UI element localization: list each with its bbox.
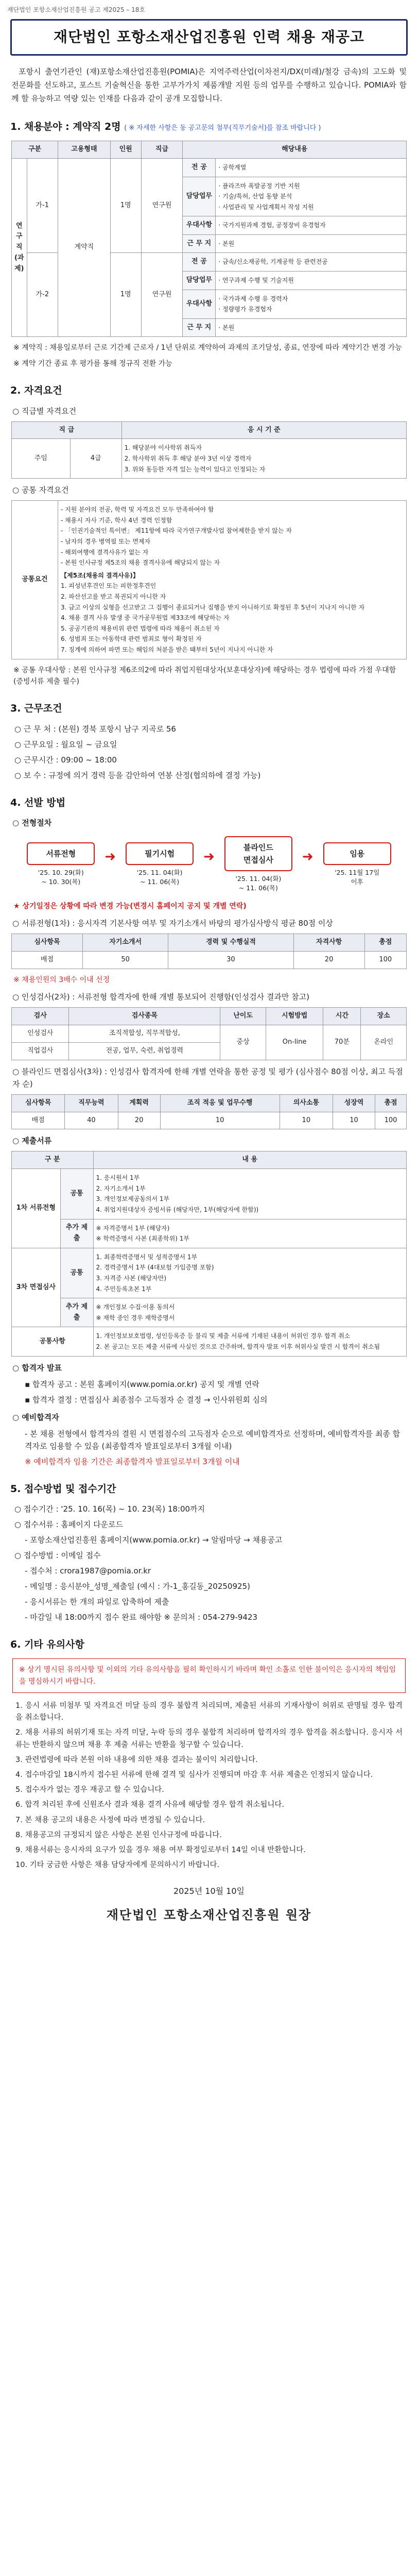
documents-row-key: 공통 bbox=[60, 1169, 93, 1219]
doc-score-header: 총점 bbox=[364, 934, 406, 952]
documents-line: ※ 학력증명서 사본 (최종학위) 1부 bbox=[96, 1235, 189, 1243]
interview-cell: 10 bbox=[160, 1112, 280, 1129]
positions-header: 해당내용 bbox=[183, 141, 407, 159]
announcement-date: 2025년 10월 10일 bbox=[173, 1886, 245, 1896]
application-mail-format: - 메일명 : 응시분야_성명_제출일 (예시 : 가-1_홍길동_20250925) bbox=[25, 1581, 250, 1591]
reserve-text: - 본 채용 전형에서 합격자의 결원 시 면접점수의 고득점자 순으로 예비합격자로 선정하며, 예비합격자를 최종 합격자로 임용할 수 있음 (최종합격자 발표일로부터 3개월 이내) bbox=[25, 1429, 400, 1451]
flow-step bbox=[119, 842, 200, 886]
position-field-line: · 연구과제 수행 및 기술지원 bbox=[218, 277, 294, 284]
documents-row bbox=[12, 1248, 407, 1298]
positions-body bbox=[12, 158, 407, 337]
documents-group-label: 1차 서류전형 bbox=[12, 1169, 61, 1248]
title-box bbox=[10, 19, 408, 56]
common-req-item: - 「인권기술적인 특이변」 제11항에 따라 국가연구개발사업 참여제한을 받지 않는 자 bbox=[61, 527, 292, 535]
documents-table-wrap bbox=[11, 1151, 407, 1356]
doc-score-table-wrap bbox=[11, 934, 407, 969]
flow-step-name: 임용 bbox=[323, 842, 391, 865]
interview-header: 총점 bbox=[375, 1094, 407, 1112]
documents-line: 4. 주민등록초본 1부 bbox=[96, 1285, 152, 1293]
position-field-line: · 공학계열 bbox=[218, 163, 247, 171]
arrow-right-icon: ➜ bbox=[203, 849, 215, 865]
announcement-title: ○ 합격자 발표 bbox=[12, 1363, 62, 1372]
positions-header: 고용형태 bbox=[58, 141, 111, 159]
common-req-table bbox=[11, 500, 407, 659]
position-field-value bbox=[216, 318, 407, 337]
position-grade: 연구원 bbox=[141, 158, 183, 253]
interview-header: 계획력 bbox=[118, 1094, 160, 1112]
interview-table bbox=[11, 1094, 407, 1130]
documents-line: 2. 본 공고는 모든 제출 서류에 사실인 것으로 간주하며, 합격자 발표 이후 허위사실 발견 시 합격이 취소됨 bbox=[96, 1343, 380, 1350]
section-3-title: 3. 근무조건 bbox=[10, 703, 62, 715]
flow-step-date: '25. 10. 29(화) ~ 10. 30(목) bbox=[38, 869, 84, 886]
documents-group-label: 3차 면접심사 bbox=[12, 1248, 61, 1327]
positions-header: 구분 bbox=[12, 141, 58, 159]
flow-step bbox=[218, 836, 299, 892]
veteran-note: ※ 공통 우대사항 : 본원 인사규정 제6조의2에 따라 취업지원대상자(보훈대상자)에 해당하는 경우 법령에 따라 가점 우대함 (증빙서류 제출 필수) bbox=[13, 666, 396, 686]
common-req-item: - 본원 인사규정 제5조의 채용 결격사유에 해당되지 않는 자 bbox=[61, 559, 220, 567]
reserve-note: ※ 예비합격자 임용 기간은 최종합격자 발표일로부터 3개월 이내 bbox=[25, 1456, 240, 1466]
grade-requirements-label: ○ 직급별 자격요건 bbox=[12, 406, 77, 416]
section-1-note-2: ※ 계약 기간 종료 후 평가를 통해 정규직 전환 가능 bbox=[13, 359, 172, 368]
position-label: 가-1 bbox=[27, 158, 58, 253]
disqualification-item: 5. 공공기관의 채용비위 관련 법령에 따라 채용이 취소된 자 bbox=[61, 624, 220, 632]
grade-criterion: 1. 해당분야 이사학위 취득자 bbox=[124, 444, 202, 452]
flow-note: ★ 상기일정은 상황에 따라 변경 가능(변경시 홈페이지 공지 및 개별 연락) bbox=[13, 902, 247, 911]
interview-header: 성장역 bbox=[333, 1094, 375, 1112]
doc-score-header: 경력 및 수행실적 bbox=[168, 934, 293, 952]
written-test-cell: 중상 bbox=[220, 1025, 266, 1060]
interview-header: 조직 적응 및 업무수행 bbox=[160, 1094, 280, 1112]
documents-line: 2. 경력증명서 1부 (4대보험 가입증명 포함) bbox=[96, 1264, 214, 1272]
interview-header: 심사항목 bbox=[12, 1094, 65, 1112]
positions-header: 직급 bbox=[141, 141, 183, 159]
grade-criterion: 2. 학사학위 취득 후 해당 분야 3년 이상 경력자 bbox=[124, 455, 252, 463]
notice-item: 8. 채용공고의 규정되지 않은 사항은 본원 인사규정에 따릅니다. bbox=[15, 1831, 222, 1839]
common-req-label-cell: 공통요건 bbox=[12, 501, 58, 659]
doc-score-header: 자기소개서 bbox=[82, 934, 168, 952]
position-field-key: 우대사항 bbox=[183, 290, 216, 318]
documents-table bbox=[11, 1151, 407, 1356]
documents-line: 4. 취업지원대상자 증빙서류 (해당자만, 1부(해당자에 한함)) bbox=[96, 1206, 259, 1214]
written-test-header: 장소 bbox=[361, 1008, 407, 1025]
flow-step bbox=[317, 842, 398, 886]
doc-score-header: 자격사항 bbox=[293, 934, 364, 952]
positions-header: 인원 bbox=[110, 141, 141, 159]
work-condition: ○ 근무시간 : 09:00 ~ 18:00 bbox=[14, 755, 117, 765]
documents-body bbox=[12, 1169, 407, 1356]
interview-header: 직무능력 bbox=[65, 1094, 118, 1112]
process-flow bbox=[11, 836, 407, 892]
documents-group-label: 공통사항 bbox=[12, 1327, 94, 1356]
notice-item: 5. 접수자가 없는 경우 재공고 할 수 있습니다. bbox=[15, 1786, 164, 1794]
written-test-cell: 인성검사 bbox=[12, 1025, 69, 1043]
doc-screening-note: ※ 채용인원의 3배수 이내 선정 bbox=[13, 976, 110, 985]
grade-criteria bbox=[121, 439, 406, 479]
grade-table-wrap bbox=[11, 421, 407, 479]
section-1-note: ( ※ 자세한 사항은 동 공고문의 첨부(직무기술서)를 참조 바랍니다 ) bbox=[124, 124, 321, 132]
position-field-line: · 플라즈마 폭발공정 기반 지원 bbox=[218, 182, 300, 190]
notice-item: 2. 채용 서류의 허위기재 또는 자격 미달, 누락 등의 경우 불합격 처리하며 합격자의 경우 합격을 취소합니다. 응시자 서류는 반환하지 않으며 채용 후 제출 서류는 반환을 청구할 수 있습니다. bbox=[15, 1728, 403, 1749]
intro-paragraph: 포항시 출연기관인 (재)포항소재산업진흥원(POMIA)은 지역주력산업(이차전지/DX(미래)/철강 금속)의 고도화 및 전문화를 선도하고, 포스트 기술혁신을 통한 고부가가치 제품개발 지원 등의 업무를 수행하고 있습니다. POMIA와 함께 할 유능하고 역량 있는 인재를 다음과 같이 공개 모집합니다. bbox=[11, 66, 407, 104]
position-field-value bbox=[216, 234, 407, 253]
grade-table bbox=[11, 421, 407, 479]
notice-item: 10. 기타 궁금한 사항은 채용 담당자에게 문의하시기 바랍니다. bbox=[15, 1861, 220, 1870]
doc-score-cell: 20 bbox=[293, 952, 364, 969]
section-6-title: 6. 기타 유의사항 bbox=[10, 1638, 84, 1650]
flow-label: ○ 전형절차 bbox=[12, 818, 52, 828]
position-field-key: 근 무 지 bbox=[183, 234, 216, 253]
documents-row bbox=[12, 1169, 407, 1219]
arrow-right-icon: ➜ bbox=[104, 849, 116, 865]
notice-item: 9. 채용서류는 응시자의 요구가 있을 경우 채용 여부 확정일로부터 14일 이내 반환합니다. bbox=[15, 1845, 306, 1854]
section-1-title: 1. 채용분야 : 계약직 2명 bbox=[10, 121, 121, 132]
interview-label: ○ 블라인드 면접심사(3차) : 인성검사 합격자에 한해 개별 연락을 통한 공정 및 평가 (심사점수 80점 이상, 최고 득점자 순) bbox=[12, 1066, 403, 1089]
documents-row-value bbox=[93, 1169, 407, 1219]
reserve-title: ○ 예비합격자 bbox=[12, 1412, 59, 1422]
common-req-table-wrap bbox=[11, 500, 407, 659]
position-field-value bbox=[216, 158, 407, 177]
position-count: 1명 bbox=[110, 253, 141, 337]
positions-table bbox=[11, 141, 407, 337]
documents-row-value bbox=[93, 1327, 407, 1356]
document-number: 재단법인 포항소재산업진흥원 공고 제2025 – 18호 bbox=[7, 6, 145, 13]
interview-table-wrap bbox=[11, 1094, 407, 1130]
position-field-key: 우대사항 bbox=[183, 216, 216, 235]
position-field-line: · 국가지원과제 경험, 공정장비 유경험자 bbox=[218, 222, 326, 229]
disqualification-item: 1. 피성년후견인 또는 피한정후견인 bbox=[61, 582, 156, 590]
notice-item: 7. 본 채용 공고의 내용은 사정에 따라 변경될 수 있습니다. bbox=[15, 1816, 205, 1824]
written-test-header: 검사종목 bbox=[69, 1008, 220, 1025]
documents-line: 3. 자격증 사본 (해당자만) bbox=[96, 1274, 167, 1282]
application-email[interactable]: - 접수처 : crora1987@pomia.or.kr bbox=[25, 1566, 151, 1575]
grade-header: 직 급 bbox=[12, 421, 122, 439]
interview-cell: 100 bbox=[375, 1112, 407, 1129]
grade-header: 응 시 기 준 bbox=[121, 421, 406, 439]
flow-step bbox=[20, 842, 101, 886]
application-period-text: ○ 접수기간 : '25. 10. 16(목) ~ 10. 23(목) 18:00까지 bbox=[14, 1504, 205, 1514]
section-5-title: 5. 접수방법 및 접수기간 bbox=[10, 1483, 116, 1495]
position-field-line: · 금속/신소재공학, 기계공학 등 관련전공 bbox=[218, 258, 328, 266]
doc-score-cell: 50 bbox=[82, 952, 168, 969]
position-field-key: 담당업무 bbox=[183, 272, 216, 290]
position-field-value bbox=[216, 290, 407, 318]
common-req-item: - 남자의 경우 병역필 또는 면제자 bbox=[61, 537, 151, 545]
section-2-title: 2. 자격요건 bbox=[10, 385, 62, 397]
work-condition: ○ 보 수 : 규정에 의거 경력 등을 감안하여 연봉 산정(협의하에 결정 가능) bbox=[14, 770, 261, 780]
page-title: 재단법인 포항소재산업진흥원 인력 채용 재공고 bbox=[54, 28, 364, 46]
documents-row bbox=[12, 1219, 407, 1248]
position-field-line: · 국가과제 수행 유 경력자 bbox=[218, 295, 288, 302]
interview-cell: 10 bbox=[280, 1112, 333, 1129]
documents-line: 1. 최종학력증명서 및 성적증명서 1부 bbox=[96, 1253, 198, 1261]
section-4-title: 4. 선발 방법 bbox=[10, 796, 66, 808]
position-field-key: 전 공 bbox=[183, 158, 216, 177]
positions-table-wrap bbox=[11, 141, 407, 337]
written-test-header: 시간 bbox=[323, 1008, 361, 1025]
work-condition: ○ 근 무 처 : (본원) 경북 포항시 남구 지곡로 56 bbox=[14, 724, 176, 734]
position-field-value bbox=[216, 177, 407, 216]
position-group-label: 연구직(과제) bbox=[12, 158, 27, 337]
position-field-key: 담당업무 bbox=[183, 177, 216, 216]
common-req-item: - 해외여행에 결격사유가 없는 자 bbox=[61, 548, 149, 556]
disqualification-item: 4. 채용 결격 사유 발생 중 국가공무원법 제33조에 해당하는 자 bbox=[61, 614, 230, 622]
position-field-line: · 사업관리 및 사업계획서 작성 지원 bbox=[218, 203, 314, 211]
warning-box: ※ 상기 명시된 유의사항 및 이외의 기타 유의사항을 필히 확인하시기 바라며 확인 소홀로 인한 불이익은 응시자의 책임임을 명심하시기 바랍니다. bbox=[12, 1658, 406, 1693]
doc-score-cell: 배점 bbox=[12, 952, 83, 969]
written-test-cell: 전공, 업무, 숙련, 취업경력 bbox=[69, 1043, 220, 1060]
flow-step-name: 서류전형 bbox=[27, 842, 95, 865]
disqualification-item: 6. 성범죄 또는 아동학대 관련 범죄로 형이 확정된 자 bbox=[61, 635, 202, 643]
application-file-note: - 응시서류는 한 개의 파일로 압축하여 제출 bbox=[25, 1597, 169, 1606]
documents-row-value bbox=[93, 1298, 407, 1327]
position-field-value bbox=[216, 272, 407, 290]
documents-line: ※ 개인정보 수집·이용 동의서 bbox=[96, 1303, 175, 1311]
application-period bbox=[14, 1503, 404, 1515]
work-condition: ○ 근무요일 : 월요일 ~ 금요일 bbox=[14, 739, 117, 749]
documents-row bbox=[12, 1327, 407, 1356]
application-documents-label: ○ 접수서류 : 홈페이지 다운로드 bbox=[14, 1519, 124, 1529]
written-test-label: ○ 인성검사(2차) : 서류전형 합격자에 한해 개별 통보되어 진행함(인성검사 결과만 참고) bbox=[12, 992, 309, 1002]
documents-title: ○ 제출서류 bbox=[12, 1136, 52, 1146]
interview-cell: 20 bbox=[118, 1112, 160, 1129]
position-field-line: · 본원 bbox=[218, 240, 235, 247]
document-screening-label: ○ 서류전형(1차) : 응시자격 기본사항 여부 및 자기소개서 바탕의 평가심사방식 평균 80점 이상 bbox=[12, 919, 333, 928]
written-test-cell: 70분 bbox=[323, 1025, 361, 1060]
doc-score-cell: 100 bbox=[364, 952, 406, 969]
documents-line: 3. 개인정보제공동의서 1부 bbox=[96, 1195, 170, 1203]
application-deadline-note: - 마감일 내 18:00까지 접수 완료 해야함 ※ 문의처 : 054-279-9423 bbox=[25, 1612, 258, 1622]
common-req-item: - 지원 분야의 전공, 학력 및 자격요건 모두 만족하여야 함 bbox=[61, 506, 214, 514]
flow-step-name: 필기시험 bbox=[126, 842, 194, 865]
flow-step-date: '25. 11. 04(화) ~ 11. 06(목) bbox=[235, 875, 282, 892]
application-documents-link[interactable]: - 포항소재산업진흥원 홈페이지(www.pomia.or.kr) → 알림마당 → 채용공고 bbox=[25, 1535, 283, 1545]
grade-level: 4급 bbox=[70, 439, 121, 479]
documents-row-value bbox=[93, 1219, 407, 1248]
documents-line: ※ 자격증명서 1부 (해당자) bbox=[96, 1224, 170, 1232]
documents-row-value bbox=[93, 1248, 407, 1298]
documents-line: 1. 개인정보보호법령, 성인등록증 등 불리 및 제출 서류에 기재된 내용이 허위인 경우 합격 취소 bbox=[96, 1332, 351, 1340]
position-field-value bbox=[216, 216, 407, 235]
doc-score-header: 심사항목 bbox=[12, 934, 83, 952]
notice-item: 6. 합격 처리된 후에 신원조사 결과 채용 결격 사유에 해당할 경우 합격 취소됩니다. bbox=[15, 1801, 284, 1809]
flow-step-date: '25. 11월 17일 이후 bbox=[335, 869, 380, 886]
doc-score-table bbox=[11, 934, 407, 969]
employment-type: 계약직 bbox=[58, 158, 111, 337]
interview-cell: 10 bbox=[333, 1112, 375, 1129]
disqualification-item: 7. 징계에 의하여 파면 또는 해임의 처분을 받은 때부터 5년이 지나지 아니한 자 bbox=[61, 646, 273, 653]
common-requirements-label: ○ 공통 자격요건 bbox=[12, 485, 69, 495]
position-label: 가-2 bbox=[27, 253, 58, 337]
notice-item: 4. 접수마감일 18시까지 접수된 서류에 한해 결격 및 심사가 진행되며 마감 후 서류 제출은 인정되지 않습니다. bbox=[15, 1771, 373, 1780]
disqualification-title: 【제5조(채용의 결격사유)】 bbox=[61, 571, 139, 579]
written-test-header: 난이도 bbox=[220, 1008, 266, 1025]
written-test-header: 검사 bbox=[12, 1008, 69, 1025]
section-1-heading bbox=[10, 119, 408, 134]
positions-row bbox=[12, 158, 407, 177]
interview-cell: 40 bbox=[65, 1112, 118, 1129]
disqualification-item: 3. 금고 이상의 실형을 선고받고 그 집행이 종료되거나 집행을 받지 아니하기로 확정된 후 5년이 지나지 아니한 자 bbox=[61, 603, 365, 611]
written-test-table bbox=[11, 1007, 407, 1060]
position-grade: 연구원 bbox=[141, 253, 183, 337]
documents-row bbox=[12, 1298, 407, 1327]
written-test-cell: 조직적합성, 직무적합성, bbox=[69, 1025, 220, 1043]
grade-name: 주임 bbox=[12, 439, 71, 479]
position-field-value bbox=[216, 253, 407, 272]
doc-score-cell: 30 bbox=[168, 952, 293, 969]
announcement-item: ▪ 합격자 결정 : 면접심사 최종점수 고득점자 순 결정 → 인사위원회 심의 bbox=[25, 1395, 268, 1404]
position-field-key: 전 공 bbox=[183, 253, 216, 272]
written-test-cell: 직업검사 bbox=[12, 1043, 69, 1060]
written-test-table-wrap bbox=[11, 1007, 407, 1060]
interview-header: 의사소통 bbox=[280, 1094, 333, 1112]
disqualification-item: 2. 파산선고를 받고 복권되지 아니한 자 bbox=[61, 592, 166, 600]
notice-item: 1. 응시 서류 미첨부 및 자격요건 미달 등의 경우 불합격 처리되며, 제출된 서류의 기재사항이 허위로 판명될 경우 합격을 취소합니다. bbox=[15, 1702, 403, 1722]
written-test-cell: 온라인 bbox=[361, 1025, 407, 1060]
announcement-item: ▪ 합격자 공고 : 본원 홈페이지(www.pomia.or.kr) 공지 및 개별 연락 bbox=[25, 1379, 259, 1389]
documents-row-key: 추가 제출 bbox=[60, 1298, 93, 1327]
arrow-right-icon: ➜ bbox=[302, 849, 314, 865]
common-req-item: - 채용시 자사 기준, 학사 4년 경력 인정함 bbox=[61, 516, 172, 524]
position-count: 1명 bbox=[110, 158, 141, 253]
grade-criterion: 3. 위와 동등한 자격 있는 능력이 있다고 인정되는 자 bbox=[124, 465, 266, 473]
documents-line: 2. 자기소개서 1부 bbox=[96, 1184, 146, 1192]
notice-item: 3. 관련법령에 따라 본원 이하 내용에 의한 채용 결과는 불이익 처리합니다. bbox=[15, 1755, 258, 1764]
section-1-note-1: ※ 계약직 : 채용일로부터 근로 기간제 근로자 / 1년 단위로 계약하여 과제의 조기달성, 종료, 연장에 따라 계약기간 변경 가능 bbox=[13, 344, 402, 352]
position-field-line: · 기술/특허, 산업 동향 분석 bbox=[218, 193, 292, 200]
documents-line: ※ 재학 중인 경우 재학증명서 bbox=[96, 1314, 175, 1321]
flow-step-date: '25. 11. 04(화) ~ 11. 06(목) bbox=[136, 869, 183, 886]
interview-cell: 배점 bbox=[12, 1112, 65, 1129]
documents-header: 내 용 bbox=[93, 1151, 407, 1169]
documents-line: 1. 응시원서 1부 bbox=[96, 1174, 140, 1182]
written-test-cell: On-line bbox=[266, 1025, 323, 1060]
position-field-line: · 정량평가 유경험자 bbox=[218, 306, 272, 313]
common-req-list bbox=[58, 501, 407, 659]
flow-step-name: 블라인드 면접심사 bbox=[224, 836, 292, 871]
notice-list bbox=[15, 1700, 403, 1871]
position-field-line: · 본원 bbox=[218, 324, 235, 331]
documents-row-key: 공통 bbox=[60, 1248, 93, 1298]
application-method-label: ○ 접수방법 : 이메일 접수 bbox=[14, 1550, 101, 1560]
position-field-key: 근 무 지 bbox=[183, 318, 216, 337]
issuer-name: 재단법인 포항소재산업진흥원 원장 bbox=[106, 1907, 312, 1922]
written-test-header: 시험방법 bbox=[266, 1008, 323, 1025]
documents-row-key: 추가 제출 bbox=[60, 1219, 93, 1248]
documents-header: 구 분 bbox=[12, 1151, 94, 1169]
